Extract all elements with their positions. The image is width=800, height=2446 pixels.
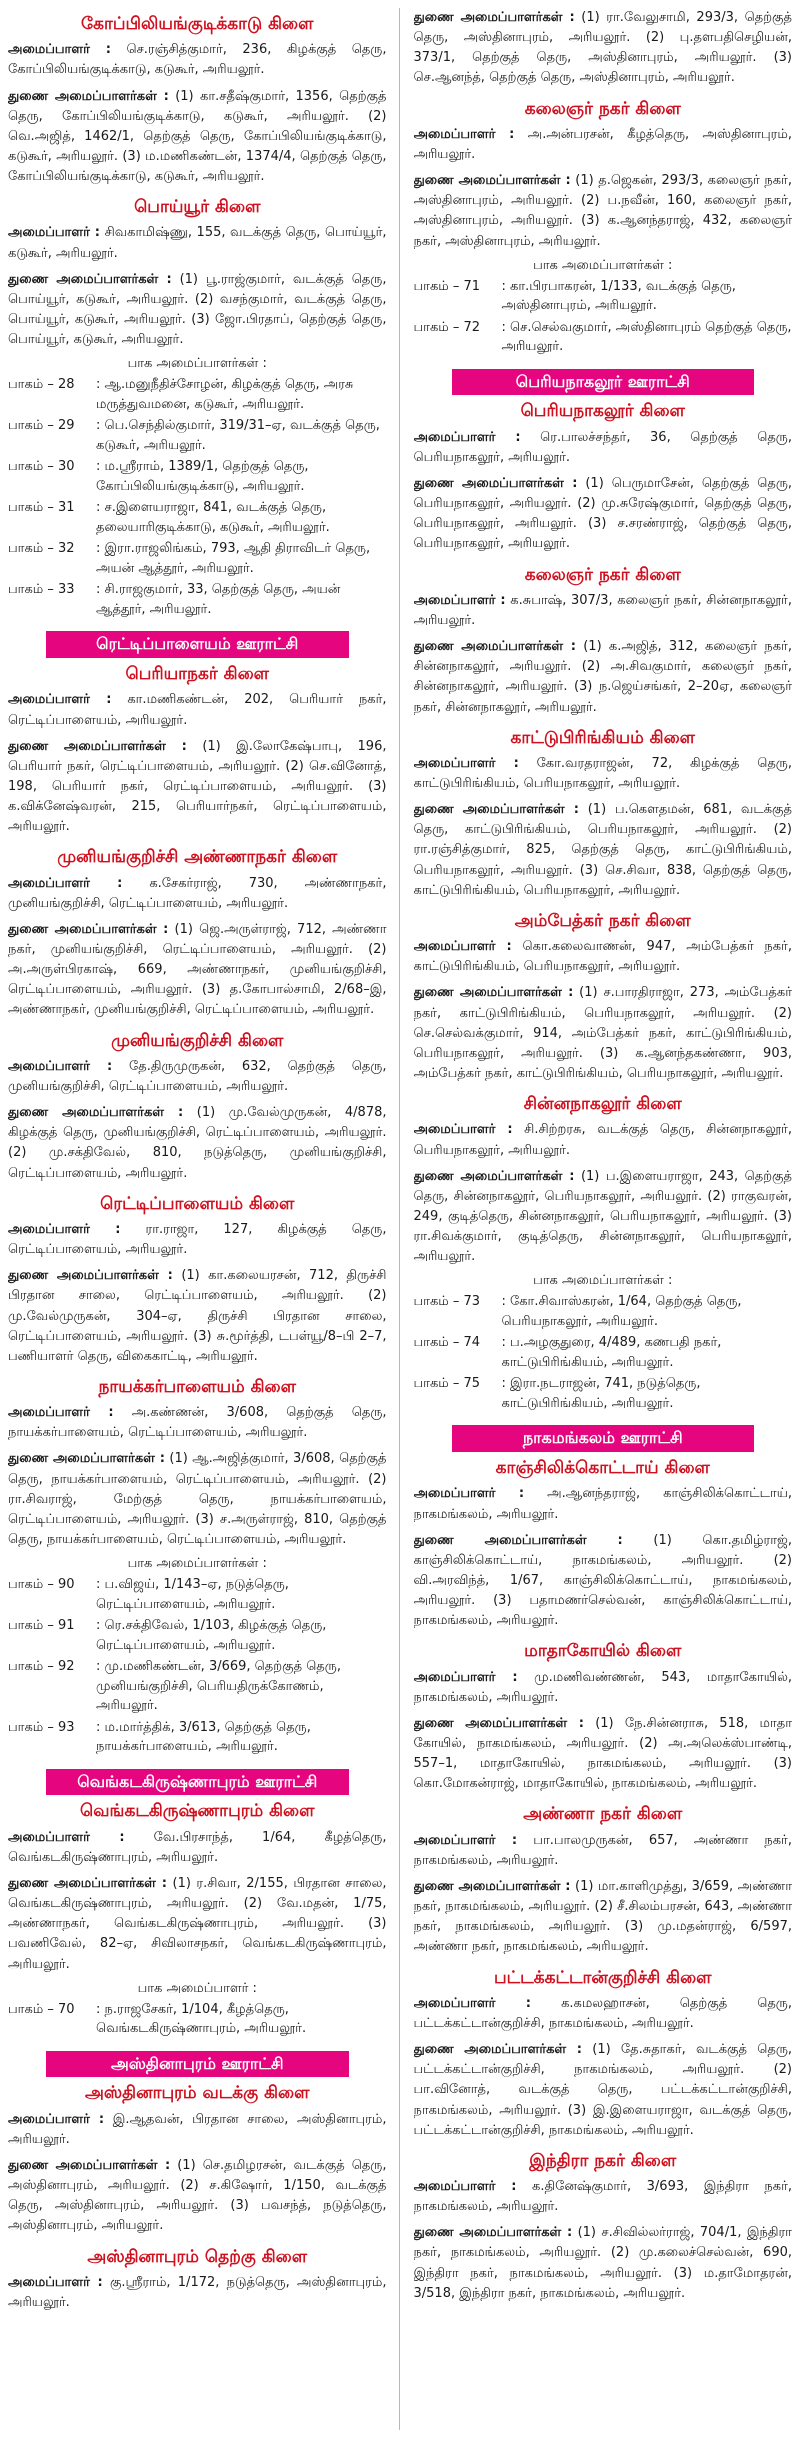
ward-organizer-details: : மு.மணிகண்டன், 3/669, தெற்குத் தெரு, முனியங்குறிச்சி, பெரியதிருக்கோணம், அரியலூர். [96, 1659, 341, 1714]
deputy-organizers-entry [8, 2156, 387, 2237]
organizer-role-label: அமைப்பாளர் : [413, 939, 512, 955]
deputy-details: (1) மா.காளிமுத்து, 3/659, அண்ணா நகர், நாகமங்கலம், அரியலூர். (2) சீ.சிலம்பரசன், 643, அண்ணா நகர், நாகமங்கலம், அரியலூர். (3) மு.மதன்ராஜ், 6/597, அண்ணா நகர், நாகமங்கலம், அரியலூர். [413, 1879, 792, 1955]
organizer-role-label: அமைப்பாளர் : [8, 692, 112, 708]
ward-number: பாகம் – 73 [413, 1294, 481, 1310]
organizer-details: க.கமலஹாசன், தெற்குத் தெரு, பட்டக்கட்டான்குறிச்சி, நாகமங்கலம், அரியலூர். [413, 1995, 792, 2031]
ward-number: பாகம் – 31 [8, 500, 75, 516]
ward-organizer-details: : ரெ.சக்திவேல், 1/103, கிழக்குத் தெரு, ரெட்டிப்பாளையம், அரியலூர். [96, 1618, 327, 1653]
organizer-role-label: அமைப்பாளர் : [413, 1122, 513, 1138]
organizer-entry [8, 2273, 387, 2313]
deputy-details: (1) கா.சதீஷ்குமார், 1356, தெற்குத் தெரு, கோப்பிலியங்குடிக்காடு, கடுகூர், அரியலூர். (2) வெ.அஜித், 1462/1, தெற்குத் தெரு, கோப்பிலியங்குடிக்காடு, கடுகூர், அரியலூர். (3) ம.மணிகண்டன், 1374/4, தெற்குத் தெரு, கோப்பிலியங்குடிக்காடு, கடுகூர், அரியலூர். [8, 88, 387, 185]
ward-organizers-title: பாக அமைப்பாளர் : [137, 1980, 257, 1996]
deputy-details: (1) இ.லோகேஷ்பாபு, 196, பெரியார் நகர், ரெட்டிப்பாளையம், அரியலூர். (2) செ.வினோத், 198, பெரியார் நகர், ரெட்டிப்பாளையம், அரியலூர். (3) க.விக்னேஷ்வரன், 215, பெரியார்நகர், ரெட்டிப்பாளையம், அரியலூர். [8, 738, 387, 835]
organizer-entry [8, 1828, 387, 1868]
branch-heading: காட்டுபிரிங்கியம் கிளை [510, 727, 696, 748]
ward-number: பாகம் – 28 [8, 377, 75, 393]
branch-heading: முனியங்குறிச்சி அண்ணாநகர் கிளை [57, 847, 338, 868]
branch-heading: கலைஞர் நகர் கிளை [524, 564, 681, 585]
ward-organizers-title: பாக அமைப்பாளர்கள் : [127, 356, 267, 372]
deputy-organizers-entry [414, 637, 793, 718]
branch-heading: பெரியநாகலூர் கிளை [520, 401, 685, 422]
branch-block [8, 197, 387, 619]
ward-number: பாகம் – 90 [8, 1577, 75, 1593]
organizer-entry [414, 937, 793, 977]
ward-row [8, 1718, 387, 1757]
deputy-organizers-entry [8, 1874, 387, 1975]
ward-row [8, 498, 387, 537]
organizer-role-label: அமைப்பாளர் : [8, 2274, 103, 2290]
branch-block [8, 1194, 387, 1367]
ward-organizer-details: : ச.இளையராஜா, 841, வடக்குத் தெரு, தலையாரிகுடிக்காடு, கடுகூர், அரியலூர். [96, 500, 330, 535]
panchayat-banner: வெங்கடகிருஷ்ணாபுரம் ஊராட்சி [46, 1769, 349, 1796]
deputy-role-label: துணை அமைப்பாளர்கள் : [413, 173, 571, 189]
deputy-role-label: துணை அமைப்பாளர்கள் : [413, 639, 576, 655]
panchayat-banner: நாகமங்கலம் ஊராட்சி [452, 1425, 755, 1452]
organizer-entry [414, 428, 793, 468]
branch-block [414, 565, 793, 718]
ward-organizer-details: : ப.விஜய், 1/143–ஏ, நடுத்தெரு, ரெட்டிப்பாளையம், அரியலூர். [96, 1577, 289, 1612]
organizer-entry [8, 874, 387, 914]
ward-number: பாகம் – 70 [8, 2001, 75, 2017]
organizer-entry [414, 1120, 793, 1160]
ward-row [414, 277, 793, 316]
organizer-details: அ.கண்ணன், 3/608, தெற்குத் தெரு, நாயக்கர்பாளையம், ரெட்டிப்பாளையம், அரியலூர். [8, 1405, 387, 1441]
deputy-role-label: துணை அமைப்பாளர்கள் : [8, 1268, 173, 1284]
branch-block [8, 2051, 387, 2237]
ward-organizers-title: பாக அமைப்பாளர்கள் : [533, 257, 673, 273]
organizer-role-label: அமைப்பாளர் : [413, 1995, 532, 2011]
deputy-details: (1) ர.சிவா, 2/155, பிரதான சாலை, வெங்கடகிருஷ்ணாபுரம், அரியலூர். (2) வே.மதன், 1/75, அண்ணாநகர், வெங்கடகிருஷ்ணாபுரம், அரியலூர். (3) பவணிவேல், 82–ஏ, சிவிலாசநகர், வெங்கடகிருஷ்ணாபுரம், அரியலூர். [8, 1875, 387, 1972]
organizer-details: செ.ரஞ்சித்குமார், 236, கிழக்குத் தெரு, கோப்பிலியங்குடிக்காடு, கடுகூர், அரியலூர். [8, 42, 387, 78]
deputy-details: (1) ப.கௌதமன், 681, வடக்குத் தெரு, காட்டுபிரிங்கியம், பெரியநாகலூர், அரியலூர். (2) ரா.ரஞ்சித்குமார், 825, தெற்குத் தெரு, காட்டுபிரிங்கியம், பெரியநாகலூர், அரியலூர். (3) செ.சிவா, 838, தெற்குத் தெரு, காட்டுபிரிங்கியம், பெரியநாகலூர், அரியலூர். [413, 802, 792, 898]
deputy-details: (1) தே.சுதாகர், வடக்குத் தெரு, பட்டக்கட்டான்குறிச்சி, நாகமங்கலம், அரியலூர். (2) பா.வினோத், வடக்குத் தெரு, பட்டக்கட்டான்குறிச்சி, நாகமங்கலம், அரியலூர். (3) இ.இளையராஜா, வடக்குத் தெரு, பட்டக்கட்டான்குறிச்சி, நாகமங்கலம், அரியலூர். [413, 2042, 792, 2138]
ward-organizer-details: : கா.பிரபாகரன், 1/133, வடக்குத் தெரு, அஸ்தினாபுரம், அரியலூர். [501, 278, 736, 314]
organizer-details: கொ.கலைவாணன், 947, அம்பேத்கர் நகர், காட்டுபிரிங்கியம், பெரியநாகலூர், அரியலூர். [413, 939, 792, 975]
branch-block [414, 1804, 793, 1957]
deputy-organizers-entry [8, 920, 387, 1021]
deputy-details: (1) மு.வேல்முருகன், 4/878, கிழக்குத் தெரு, முனியங்குறிச்சி, ரெட்டிப்பாளையம், அரியலூர். (2) மு.சக்திவேல், 810, நடுத்தெரு, முனியங்குறிச்சி, ரெட்டிப்பாளையம், அரியலூர். [8, 1105, 387, 1181]
branch-heading: அண்ணா நகர் கிளை [523, 1804, 683, 1825]
ward-organizer-details: : ம.மார்த்திக், 3/613, தெற்குத் தெரு, நாயக்கர்பாளையம், அரியலூர். [96, 1719, 311, 1755]
ward-row [414, 1374, 793, 1413]
right-column [414, 8, 793, 2430]
deputy-role-label: துணை அமைப்பாளர்கள் : [413, 802, 579, 818]
deputy-role-label: துணை அமைப்பாளர்கள் : [413, 2042, 582, 2058]
deputy-organizers-entry [414, 1714, 793, 1795]
organizer-role-label: அமைப்பாளர் : [8, 225, 101, 241]
organizer-details: ரெ.பாலச்சந்தர், 36, தெற்குத் தெரு, பெரியநாகலூர், அரியலூர். [413, 429, 792, 465]
panchayat-banner: பெரியநாகலூர் ஊராட்சி [452, 369, 755, 396]
deputy-organizers-entry [414, 1877, 793, 1958]
ward-organizer-details: : பெ.செந்தில்குமார், 319/31–ஏ, வடக்குத் தெரு, கடுகூர், அரியலூர். [96, 418, 380, 453]
ward-row [8, 1616, 387, 1655]
branch-heading: வெங்கடகிருஷ்ணாபுரம் கிளை [80, 1801, 315, 1822]
ward-organizer-details: : கோ.சிவாஸ்கரன், 1/64, தெற்குத் தெரு, பெரியநாகலூர், அரியலூர். [501, 1294, 742, 1329]
ward-number: பாகம் – 93 [8, 1719, 75, 1735]
organizer-details: இ.ஆதவன், பிரதான சாலை, அஸ்தினாபுரம், அரியலூர். [8, 2111, 387, 2147]
deputy-role-label: துணை அமைப்பாளர்கள் : [413, 2225, 573, 2241]
deputy-details: (1) க.அஜித், 312, கலைஞர் நகர், சின்னநாகலூர், அரியலூர். (2) அ.சிவகுமார், கலைஞர் நகர், சின்னநாகலூர், அரியலூர். (3) ந.ஜெய்சங்கர், 2–20ஏ, கலைஞர் நகர், சின்னநாகலூர், அரியலூர். [413, 639, 792, 715]
deputy-role-label: துணை அமைப்பாளர்கள் : [8, 1875, 167, 1891]
branch-block [8, 1031, 387, 1184]
organizer-entry [8, 1057, 387, 1097]
ward-organizers-title: பாக அமைப்பாளர்கள் : [127, 1556, 267, 1572]
deputy-organizers-entry [414, 474, 793, 555]
organizer-entry [414, 1831, 793, 1871]
ward-organizer-details: : இரா.ராஜலிங்கம், 793, ஆதி திராவிடர் தெரு, அயன் ஆத்தூர், அரியலூர். [96, 541, 371, 576]
deputy-details: (1) ப.இளையராஜா, 243, தெற்குத் தெரு, சின்னநாகலூர், பெரியநாகலூர், அரியலூர். (2) ராகுவரன், 249, குடித்தெரு, சின்னநாகலூர், பெரியநாகலூர், அரியலூர். (3) ரா.சிவக்குமார், குடித்தெரு, சின்னநாகலூர், பெரியநாகலூர், அரியலூர். [413, 1168, 792, 1265]
organizer-entry [414, 1994, 793, 2034]
branch-block [414, 1425, 793, 1631]
deputy-role-label: துணை அமைப்பாளர்கள் : [413, 475, 578, 491]
branch-block [8, 631, 387, 837]
branch-heading: பட்டக்கட்டான்குறிச்சி கிளை [493, 1967, 712, 1988]
organizer-details: பா.பாலமுருகன், 657, அண்ணா நகர், நாகமங்கலம், அரியலூர். [413, 1832, 792, 1868]
organizer-details: கோ.வரதராஜன், 72, கிழக்குத் தெரு, காட்டுபிரிங்கியம், பெரியநாகலூர், அரியலூர். [413, 755, 792, 792]
deputy-role-label: துணை அமைப்பாளர்கள் : [413, 1879, 571, 1894]
organizer-role-label: அமைப்பாளர் : [413, 592, 506, 608]
ward-row [8, 2000, 387, 2039]
branch-block [414, 8, 793, 89]
ward-organizer-details: : ந.ராஜசேகர், 1/104, கீழத்தெரு, வெங்கடகிருஷ்ணாபுரம், அரியலூர். [96, 2001, 307, 2037]
ward-row [8, 580, 387, 619]
organizer-entry [414, 125, 793, 165]
organizer-details: சி.சிற்றரசு, வடக்குத் தெரு, சின்னநாகலூர், பெரியநாகலூர், அரியலூர். [413, 1122, 792, 1158]
deputy-organizers-entry [414, 1531, 793, 1632]
branch-heading: பெரியாநகர் கிளை [125, 664, 269, 685]
ward-row [414, 1333, 793, 1372]
deputy-organizers-entry [414, 800, 793, 901]
ward-organizer-details: : இரா.நடராஜன், 741, நடுத்தெரு, காட்டுபிரிங்கியம், அரியலூர். [501, 1376, 701, 1411]
organizer-role-label: அமைப்பாளர் : [413, 1486, 525, 1502]
ward-number: பாகம் – 29 [8, 418, 75, 434]
panchayat-banner: அஸ்தினாபுரம் ஊராட்சி [46, 2051, 349, 2078]
organizer-details: அ.அன்பரசன், கீழத்தெரு, அஸ்தினாபுரம், அரியலூர். [413, 126, 792, 162]
deputy-organizers-entry [414, 2223, 793, 2304]
branch-block [414, 2151, 793, 2304]
branch-block [8, 14, 387, 187]
branch-heading: காஞ்சிலிக்கொட்டாய் கிளை [495, 1458, 710, 1479]
organizer-role-label: அமைப்பாளர் : [8, 1829, 125, 1845]
deputy-organizers-entry [8, 270, 387, 351]
ward-row [414, 1292, 793, 1331]
branch-heading: அஸ்தினாபுரம் தெற்கு கிளை [87, 2246, 308, 2267]
organizer-role-label: அமைப்பாளர் : [8, 875, 123, 891]
organizer-entry [8, 1403, 387, 1443]
organizer-role-label: அமைப்பாளர் : [413, 755, 519, 771]
ward-row [8, 416, 387, 455]
deputy-details: (1) நே.சின்னராசு, 518, மாதா கோயில், நாகமங்கலம், அரியலூர். (2) அ.அலெக்ஸ்பாண்டி, 557–1, மாதாகோயில், நாகமங்கலம், அரியலூர். (3) கொ.மோகன்ராஜ், மாதாகோயில், நாகமங்கலம், அரியலூர். [413, 1715, 792, 1792]
deputy-organizers-entry [8, 1449, 387, 1550]
organizer-role-label: அமைப்பாளர் : [413, 2179, 517, 2195]
branch-heading: அம்பேத்கர் நகர் கிளை [514, 910, 691, 931]
deputy-details: (1) ரா.வேலுசாமி, 293/3, தெற்குத் தெரு, அஸ்தினாபுரம், அரியலூர். (2) பு.தளபதிசெழியன், 373/1, தெற்குத் தெரு, அஸ்தினாபுரம், அரியலூர். (3) செ.ஆனந்த், தெற்குத் தெரு, அஸ்தினாபுரம், அரியலூர். [413, 10, 792, 86]
organizer-entry [8, 1220, 387, 1260]
branch-heading: பொய்யூர் கிளை [134, 197, 261, 218]
ward-organizer-details: : செ.செல்வகுமார், அஸ்தினாபுரம் தெற்குத் தெரு, அரியலூர். [501, 319, 792, 355]
organizer-role-label: அமைப்பாளர் : [8, 2111, 105, 2127]
ward-row [8, 375, 387, 414]
ward-number: பாகம் – 91 [8, 1618, 75, 1634]
ward-number: பாகம் – 30 [8, 459, 75, 475]
organizer-entry [8, 690, 387, 730]
branch-heading: இந்திரா நகர் கிளை [529, 2150, 677, 2171]
organizer-details: கு.ஸ்ரீராம், 1/172, நடுத்தெரு, அஸ்தினாபுரம், அரியலூர். [8, 2274, 387, 2310]
ward-organizer-details: : சி.ராஜகுமார், 33, தெற்குத் தெரு, அயன் ஆத்தூர், அரியலூர். [96, 582, 341, 617]
ward-organizer-details: : ஆ.மனுநீதிச்சோழன், கிழக்குத் தெரு, அரசு மருத்துவமனை, கடுகூர், அரியலூர். [96, 377, 354, 412]
deputy-details: (1) கா.கலையரசன், 712, திருச்சி பிரதான சாலை, ரெட்டிப்பாளையம், அரியலூர். (2) மு.வேல்முருகன், 304–ஏ, திருச்சி பிரதான சாலை, ரெட்டிப்பாளையம், அரியலூர். (3) சு.மூர்த்தி, டபள்யூ/8–பி 2–7, பணியாளர் தெரு, விகைகாட்டி, அரியலூர். [8, 1268, 387, 1364]
newspaper-page [8, 8, 792, 2430]
branch-heading: நாயக்கர்பாளையம் கிளை [98, 1376, 296, 1397]
deputy-details: (1) கொ.தமிழ்ராஜ், காஞ்சிலிக்கொட்டாய், நாகமங்கலம், அரியலூர். (2) வி.அரவிந்த், 1/67, காஞ்சிலிக்கொட்டாய், நாகமங்கலம், அரியலூர். (3) பதாமணர்செல்வன், காஞ்சிலிக்கொட்டாய், நாகமங்கலம், அரியலூர். [413, 1532, 792, 1629]
deputy-organizers-entry [414, 983, 793, 1084]
ward-number: பாகம் – 71 [413, 278, 481, 294]
branch-block [8, 1377, 387, 1757]
deputy-details: (1) த.ஜெகன், 293/3, கலைஞர் நகர், அஸ்தினாபுரம், அரியலூர். (2) ப.நவீன், 160, கலைஞர் நகர், அஸ்தினாபுரம், அரியலூர். (3) க.ஆனந்தராஜ், 432, கலைஞர் நகர், அஸ்தினாபுரம், அரியலூர். [413, 173, 792, 249]
organizer-entry [414, 1484, 793, 1524]
ward-row [8, 1657, 387, 1716]
branch-block [414, 911, 793, 1084]
branch-heading: சின்னநாகலூர் கிளை [523, 1094, 682, 1115]
organizer-details: க.சுபாஷ், 307/3, கலைஞர் நகர், சின்னநாகலூர், அரியலூர். [413, 592, 792, 628]
ward-number: பாகம் – 74 [413, 1335, 481, 1351]
deputy-role-label: துணை அமைப்பாளர்கள் : [8, 88, 169, 104]
branch-heading: முனியங்குறிச்சி கிளை [111, 1030, 284, 1051]
deputy-organizers-entry [414, 1167, 793, 1268]
deputy-organizers-entry [8, 87, 387, 188]
deputy-role-label: துணை அமைப்பாளர்கள் : [413, 1532, 623, 1548]
ward-number: பாகம் – 33 [8, 582, 75, 598]
deputy-organizers-entry [414, 171, 793, 252]
organizer-details: தே.திருமுருகன், 632, தெற்குத் தெரு, முனியங்குறிச்சி, ரெட்டிப்பாளையம், அரியலூர். [8, 1058, 387, 1094]
branch-block [414, 99, 793, 357]
deputy-details: (1) ஆ.அஜித்குமார், 3/608, தெற்குத் தெரு, நாயக்கர்பாளையம், ரெட்டிப்பாளையம், அரியலூர். (2) ரா.சிவராஜ், மேற்குத் தெரு, நாயக்கர்பாளையம், ரெட்டிப்பாளையம், அரியலூர். (3) ச.அருள்ராஜ், 810, தெற்குத் தெரு, நாயக்கர்பாளையம், ரெட்டிப்பாளையம், அரியலூர். [8, 1451, 387, 1548]
organizer-role-label: அமைப்பாளர் : [8, 1221, 121, 1237]
deputy-role-label: துணை அமைப்பாளர்கள் : [8, 2158, 171, 2174]
ward-number: பாகம் – 92 [8, 1659, 75, 1675]
deputy-details: (1) பெருமாசேன், தெற்குத் தெரு, பெரியநாகலூர், அரியலூர். (2) மு.சுரேஷ்குமார், தெற்குத் தெரு, பெரியநாகலூர், அரியலூர். (3) ச.சரண்ராஜ், தெற்குத் தெரு, பெரியநாகலூர், அரியலூர். [413, 475, 792, 552]
deputy-role-label: துணை அமைப்பாளர்கள் : [8, 271, 172, 287]
branch-heading: அஸ்தினாபுரம் வடக்கு கிளை [85, 2083, 310, 2104]
branch-block [414, 1094, 793, 1413]
branch-block [8, 847, 387, 1020]
organizer-role-label: அமைப்பாளர் : [413, 429, 521, 445]
deputy-details: (1) ஜெ.அருள்ராஜ், 712, அண்ணா நகர், முனியங்குறிச்சி, ரெட்டிப்பாளையம், அரியலூர். (2) அ.அருள்பிரகாஷ், 669, அண்ணாநகர், முனியங்குறிச்சி, ரெட்டிப்பாளையம், அரியலூர். (3) த.கோபால்சாமி, 2/68–இ, அண்ணாநகர், முனியங்குறிச்சி, ரெட்டிப்பாளையம், அரியலூர். [8, 921, 387, 1018]
organizer-role-label: அமைப்பாளர் : [413, 126, 515, 142]
organizer-details: க.சேகர்ராஜ், 730, அண்ணாநகர், முனியங்குறிச்சி, ரெட்டிப்பாளையம், அரியலூர். [8, 875, 387, 911]
organizer-entry [8, 2110, 387, 2150]
deputy-role-label: துணை அமைப்பாளர்கள் : [8, 1451, 165, 1467]
deputy-role-label: துணை அமைப்பாளர்கள் : [413, 1715, 584, 1731]
deputy-organizers-entry [414, 2040, 793, 2141]
ward-row [414, 318, 793, 357]
organizer-entry [414, 591, 793, 631]
branch-block [8, 2247, 387, 2314]
organizer-details: கா.மணிகண்டன், 202, பெரியார் நகர், ரெட்டிப்பாளையம், அரியலூர். [8, 692, 387, 728]
organizer-entry [8, 40, 387, 80]
branch-heading: கலைஞர் நகர் கிளை [524, 98, 681, 119]
branch-heading: ரெட்டிப்பாளையம் கிளை [100, 1193, 295, 1214]
branch-block [8, 1769, 387, 2039]
organizer-role-label: அமைப்பாளர் : [8, 1405, 114, 1421]
organizer-entry [414, 2177, 793, 2217]
organizer-details: மு.மணிவண்ணன், 543, மாதாகோயில், நாகமங்கலம், அரியலூர். [413, 1669, 792, 1705]
branch-block [414, 1641, 793, 1794]
branch-heading: மாதாகோயில் கிளை [524, 1641, 682, 1662]
organizer-entry [8, 223, 387, 263]
ward-row [8, 457, 387, 496]
organizer-details: க.தினேஷ்குமார், 3/693, இந்திரா நகர், நாகமங்கலம், அரியலூர். [413, 2179, 792, 2215]
deputy-details: (1) ச.பாரதிராஜா, 273, அம்பேத்கர் நகர், காட்டுபிரிங்கியம், பெரியநாகலூர், அரியலூர். (2) செ.செல்வக்குமார், 914, அம்பேத்கர் நகர், காட்டுபிரிங்கியம், பெரியநாகலூர், அரியலூர். (3) க.ஆனந்தகண்ணா, 903, அம்பேத்கர் நகர், காட்டுபிரிங்கியம், பெரியநாகலூர், அரியலூர். [413, 985, 792, 1081]
organizer-role-label: அமைப்பாளர் : [413, 1832, 518, 1848]
deputy-role-label: துணை அமைப்பாளர்கள் : [413, 10, 575, 25]
organizer-role-label: அமைப்பாளர் : [413, 1669, 518, 1685]
deputy-details: (1) ச.சிவில்லர்ராஜ், 704/1, இந்திரா நகர், நாகமங்கலம், அரியலூர். (2) மு.கலைச்செல்வன், 690, இந்திரா நகர், நாகமங்கலம், அரியலூர். (3) ம.தாமோதரன், 3/518, இந்திரா நகர், நாகமங்கலம், அரியலூர். [413, 2225, 792, 2301]
deputy-role-label: துணை அமைப்பாளர்கள் : [413, 985, 574, 1001]
deputy-role-label: துணை அமைப்பாளர்கள் : [413, 1168, 575, 1184]
ward-organizer-details: : ப.அழகுதுரை, 4/489, கணபதி நகர், காட்டுபிரிங்கியம், அரியலூர். [501, 1335, 722, 1370]
branch-block [414, 369, 793, 555]
branch-block [414, 1968, 793, 2141]
branch-heading: கோப்பிலியங்குடிக்காடு கிளை [81, 14, 314, 34]
organizer-details: சிவகாமிஷ்ணு, 155, வடக்குத் தெரு, பொய்யூர், கடுகூர், அரியலூர். [8, 225, 387, 261]
organizer-entry [414, 754, 793, 794]
deputy-details: (1) செ.தமிழரசன், வடக்குத் தெரு, அஸ்தினாபுரம், அரியலூர். (2) ச.கிஷோர், 1/150, வடக்குத் தெரு, அஸ்தினாபுரம், அரியலூர். (3) பவசந்த், நடுத்தெரு, அஸ்தினாபுரம், அரியலூர். [8, 2158, 387, 2234]
deputy-organizers-entry [414, 8, 793, 89]
ward-number: பாகம் – 75 [413, 1376, 481, 1392]
deputy-role-label: துணை அமைப்பாளர்கள் : [8, 1105, 184, 1121]
deputy-organizers-entry [8, 1103, 387, 1184]
deputy-role-label: துணை அமைப்பாளர்கள் : [8, 738, 187, 754]
ward-row [8, 1575, 387, 1614]
organizer-details: வே.பிரசாந்த், 1/64, கீழத்தெரு, வெங்கடகிருஷ்ணாபுரம், அரியலூர். [8, 1829, 387, 1865]
ward-number: பாகம் – 72 [413, 319, 481, 335]
ward-row [8, 539, 387, 578]
ward-organizers-title: பாக அமைப்பாளர்கள் : [533, 1273, 673, 1289]
deputy-details: (1) பூ.ராஜ்குமார், வடக்குத் தெரு, பொய்யூர், கடுகூர், அரியலூர். (2) வசந்குமார், வடக்குத் தெரு, பொய்யூர், கடுகூர், அரியலூர். (3) ஜோ.பிரதாப், தெற்குத் தெரு, பொய்யூர், கடுகூர், அரியலூர். [8, 271, 387, 348]
ward-number: பாகம் – 32 [8, 541, 75, 557]
panchayat-banner: ரெட்டிப்பாளையம் ஊராட்சி [46, 631, 349, 658]
deputy-role-label: துணை அமைப்பாளர்கள் : [8, 921, 169, 937]
organizer-role-label: அமைப்பாளர் : [8, 42, 111, 58]
organizer-details: அ.ஆனந்தராஜ், காஞ்சிலிக்கொட்டாய், நாகமங்கலம், அரியலூர். [413, 1486, 792, 1522]
branch-block [414, 728, 793, 901]
left-column [8, 8, 400, 2430]
deputy-organizers-entry [8, 737, 387, 838]
organizer-details: ரா.ராஜா, 127, கிழக்குத் தெரு, ரெட்டிப்பாளையம், அரியலூர். [8, 1221, 387, 1258]
deputy-organizers-entry [8, 1266, 387, 1367]
organizer-entry [414, 1668, 793, 1708]
ward-organizer-details: : ம.ஸ்ரீராம், 1389/1, தெற்குத் தெரு, கோப்பிலியங்குடிக்காடு, அரியலூர். [96, 459, 309, 494]
organizer-role-label: அமைப்பாளர் : [8, 1058, 113, 1074]
